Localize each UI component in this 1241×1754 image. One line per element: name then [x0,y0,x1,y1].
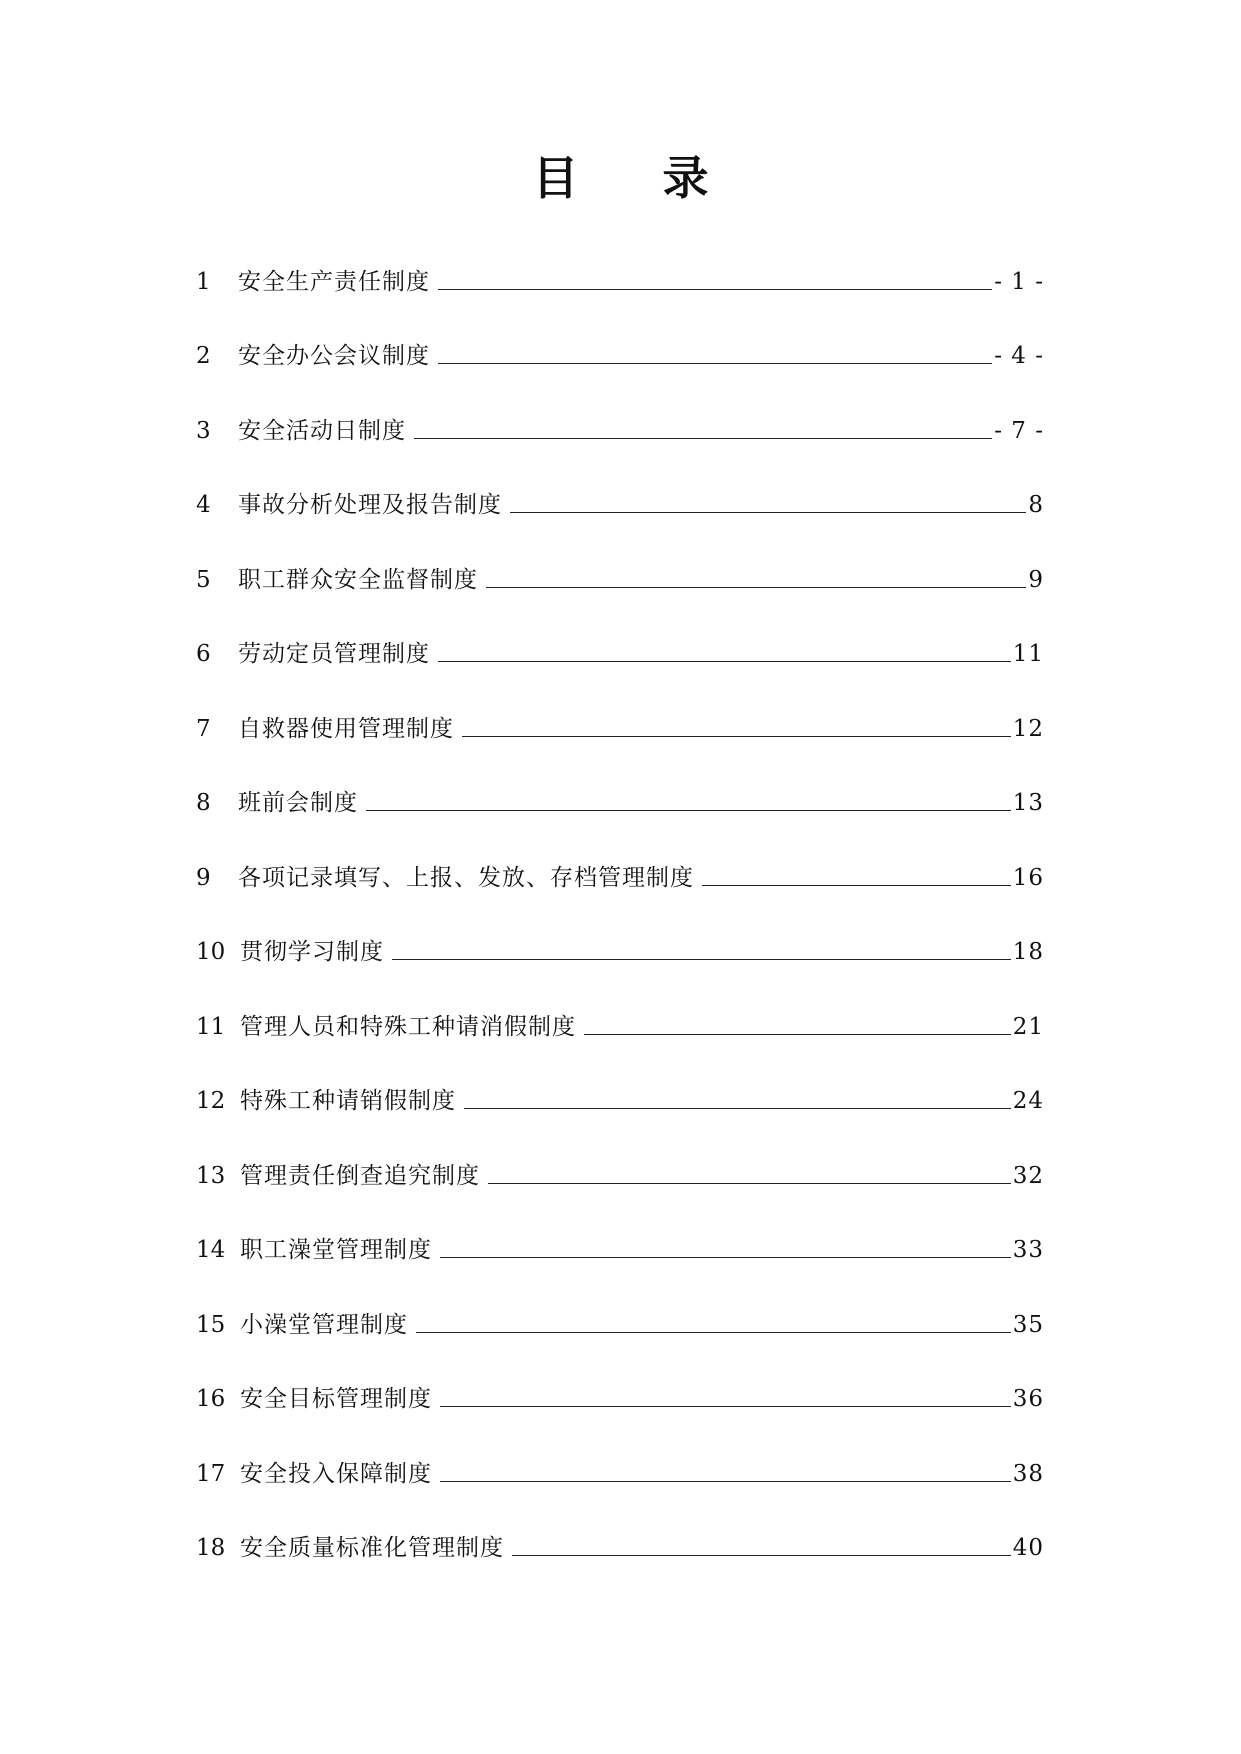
toc-entry-title: 事故分析处理及报告制度 [238,492,502,518]
toc-entry-number: 5 [196,566,211,593]
toc-entry-page: 18 [1012,939,1044,965]
toc-entry-title: 小澡堂管理制度 [240,1311,408,1338]
toc-entry[interactable] [196,1139,1044,1214]
toc-entry-title: 安全质量标准化管理制度 [240,1535,504,1561]
toc-leader-line [488,1183,1011,1184]
toc-list [196,245,1044,1586]
toc-entry-number: 11 [196,1013,226,1040]
toc-entry-page: 32 [1012,1162,1044,1189]
toc-entry[interactable] [196,394,1044,469]
toc-entry[interactable] [196,692,1044,767]
toc-entry-title: 安全活动日制度 [238,417,406,444]
toc-entry-page: 38 [1012,1460,1044,1487]
toc-entry-number: 7 [196,715,211,742]
toc-entry[interactable] [196,1288,1044,1363]
toc-entry-number: 14 [196,1237,226,1263]
toc-entry-page: - 7 - [994,417,1044,444]
toc-entry[interactable] [196,245,1044,320]
toc-leader-line [366,810,1011,811]
toc-leader-line [510,512,1026,513]
toc-leader-line [440,1406,1011,1407]
page-title: 目 录 [532,151,743,205]
toc-entry[interactable] [196,990,1044,1065]
toc-entry-number: 12 [196,1088,226,1114]
toc-entry[interactable] [196,1512,1044,1587]
toc-leader-line [512,1555,1011,1556]
toc-entry[interactable] [196,543,1044,618]
toc-entry-title: 安全办公会议制度 [238,343,430,369]
toc-leader-line [440,1481,1011,1482]
toc-entry-page: 16 [1012,864,1044,891]
toc-entry-page: 11 [1012,641,1044,667]
toc-leader-line [392,959,1011,960]
toc-entry-number: 13 [196,1162,226,1189]
toc-entry-page: 24 [1012,1088,1044,1114]
toc-entry[interactable] [196,841,1044,916]
toc-entry-title: 职工澡堂管理制度 [240,1237,432,1263]
toc-entry-number: 3 [196,417,211,444]
toc-leader-line [584,1034,1011,1035]
toc-entry-title: 职工群众安全监督制度 [238,566,478,593]
toc-entry-number: 10 [196,939,226,965]
toc-entry-page: 8 [1028,492,1044,518]
toc-leader-line [462,736,1011,737]
toc-entry-number: 18 [196,1535,226,1561]
toc-entry-number: 4 [196,492,211,518]
toc-entry-number: 17 [196,1460,226,1487]
toc-leader-line [438,289,992,290]
toc-leader-line [438,661,1011,662]
toc-entry[interactable] [196,916,1044,991]
toc-leader-line [440,1257,1011,1258]
toc-leader-line [486,587,1026,588]
toc-leader-line [438,363,992,364]
toc-entry[interactable] [196,1065,1044,1140]
toc-entry-number: 2 [196,343,211,369]
toc-entry-number: 15 [196,1311,226,1338]
toc-entry[interactable] [196,469,1044,544]
toc-entry-title: 管理人员和特殊工种请消假制度 [240,1013,576,1040]
toc-entry[interactable] [196,320,1044,395]
toc-entry-page: - 1 - [994,268,1044,295]
toc-entry[interactable] [196,767,1044,842]
toc-entry-page: - 4 - [994,343,1044,369]
toc-entry-title: 劳动定员管理制度 [238,641,430,667]
toc-entry-title: 自救器使用管理制度 [238,715,454,742]
toc-entry-title: 安全生产责任制度 [238,268,430,295]
toc-entry-page: 13 [1012,790,1044,816]
toc-leader-line [416,1332,1011,1333]
toc-entry-page: 40 [1012,1535,1044,1561]
toc-entry-page: 35 [1012,1311,1044,1338]
toc-entry-number: 6 [196,641,211,667]
toc-entry-page: 21 [1012,1013,1044,1040]
toc-entry-title: 安全投入保障制度 [240,1460,432,1487]
toc-entry-title: 各项记录填写、上报、发放、存档管理制度 [238,864,694,891]
toc-entry-number: 8 [196,790,211,816]
toc-leader-line [414,438,992,439]
toc-entry-page: 33 [1012,1237,1044,1263]
toc-leader-line [702,885,1011,886]
toc-entry[interactable] [196,1363,1044,1438]
toc-entry-number: 16 [196,1386,226,1412]
toc-entry-title: 安全目标管理制度 [240,1386,432,1412]
toc-entry-title: 贯彻学习制度 [240,939,384,965]
toc-entry[interactable] [196,1437,1044,1512]
toc-entry-title: 管理责任倒查追究制度 [240,1162,480,1189]
toc-entry-title: 班前会制度 [238,790,358,816]
toc-entry-number: 1 [196,268,211,295]
toc-entry[interactable] [196,618,1044,693]
toc-entry-title: 特殊工种请销假制度 [240,1088,456,1114]
toc-entry-page: 12 [1012,715,1044,742]
toc-entry-page: 9 [1028,566,1044,593]
toc-leader-line [464,1108,1011,1109]
toc-entry-page: 36 [1012,1386,1044,1412]
toc-entry[interactable] [196,1214,1044,1289]
toc-entry-number: 9 [196,864,211,891]
